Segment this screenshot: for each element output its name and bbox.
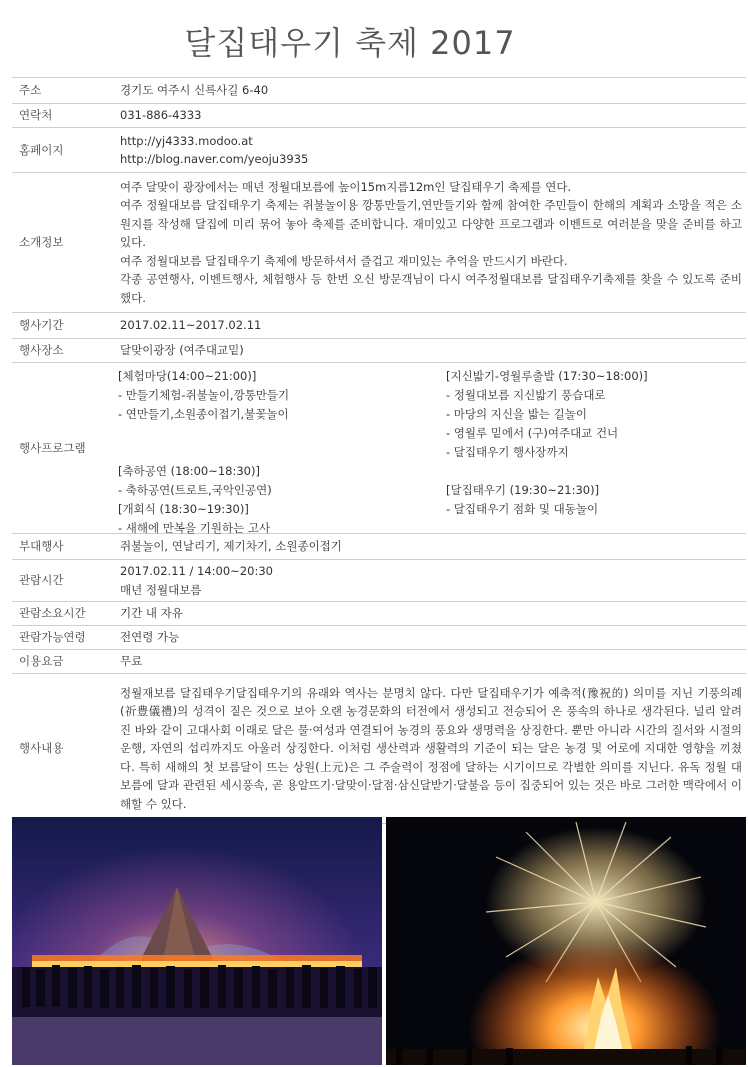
program-right-line-5: - 달집태우기 행사장까지 [446,445,569,459]
row-viewing-time [12,560,746,602]
program-left-line-9: - 새해에 만복을 기원하는 고사 [118,521,271,535]
program-right-line-4: - 영월루 밑에서 (구)여주대교 건너 [446,426,619,440]
intro-paragraph-4: 각종 공연행사, 이벤트행사, 체험행사 등 한번 오신 방문객님이 다시 여주정월대보름 달집태우기축제를 찾을 수 있도록 준비했다. [120,272,742,305]
label-intro: 소개정보 [12,173,112,313]
homepage-link-blog[interactable]: http://blog.naver.com/yeoju3935 [120,152,309,166]
row-program [12,363,746,534]
value-fee: 무료 [112,650,746,674]
viewing-time-line-1: 2017.02.11 / 14:00~20:30 [120,564,273,578]
value-content [112,674,746,824]
program-right-line-7: [달집태우기 (19:30~21:30)] [446,483,600,497]
intro-paragraph-3: 여주 정월대보름 달집태우기 축제에 방문하셔서 즐겁고 재미있는 추억을 만드시기 바란다. [120,253,568,268]
label-content: 행사내용 [12,674,112,824]
row-period [12,313,746,339]
program-columns [112,363,746,533]
program-right-line-8: - 달집태우기 점화 및 대동놀이 [446,502,599,516]
intro-paragraph-1: 여주 달맞이 광장에서는 매년 정월대보름에 높이15m지름12m인 달집태우기 축제를 연다. [120,179,572,194]
photo-fireworks-bonfire [386,817,746,1065]
label-age: 관람가능연령 [12,626,112,650]
row-fee [12,650,746,674]
value-homepage [112,128,746,173]
row-address [12,78,746,104]
photo-daljip-illustration [12,817,382,1065]
row-intro [12,173,746,313]
row-duration [12,602,746,626]
value-program [112,363,746,534]
program-left-line-7: - 축하공연(트로트,국악인공연) [118,483,272,497]
page-title: 달집태우기 축제 2017 [184,24,516,62]
photo-daljip-burning-crowd [12,817,382,1065]
value-venue: 달맞이광장 (여주대교밑) [112,339,746,363]
label-homepage: 홈페이지 [12,128,112,173]
photo-strip [12,817,746,1065]
program-left-line-8: [개회식 (18:30~19:30)] [118,502,249,516]
viewing-time-line-2: 매년 정월대보름 [120,582,202,597]
label-duration: 관람소요시간 [12,602,112,626]
row-contact [12,104,746,128]
label-side-events: 부대행사 [12,534,112,560]
value-contact: 031-886-4333 [112,104,746,128]
value-period: 2017.02.11~2017.02.11 [112,313,746,339]
intro-paragraph-2: 여주 정월대보름 달집태우기 축제는 쥐불놀이용 깡통만들기,연만들기와 함께 참여한 주민들이 한해의 계획과 소망을 적은 소원지를 작성해 달집에 미리 묶어 놓아 축제를 준비합니다. 재미있고 다양한 프로그램과 이벤트로 여러분을 맞을 준비를 하고 있다. [120,198,742,250]
photo-fireworks-illustration [386,817,746,1065]
program-left-line-4 [118,424,438,443]
value-address: 경기도 여주시 신륵사길 6-40 [112,78,746,104]
homepage-link-modoo[interactable]: http://yj4333.modoo.at [120,133,253,148]
value-intro [112,173,746,313]
value-age: 전연령 가능 [112,626,746,650]
label-period: 행사기간 [12,313,112,339]
program-right-line-1: [지신밟기-영월루출발 (17:30~18:00)] [446,369,648,383]
row-age [12,626,746,650]
value-viewing-time [112,560,746,602]
label-contact: 연락처 [12,104,112,128]
program-right-line-2: - 정월대보름 지신밟기 풍습대로 [446,388,606,402]
program-column-left [118,367,438,538]
row-venue [12,339,746,363]
label-venue: 행사장소 [12,339,112,363]
label-program: 행사프로그램 [12,363,112,534]
program-left-line-2: - 만들기체험-쥐불놀이,깡통만들기 [118,388,290,402]
value-side-events: 쥐불놀이, 연날리기, 제기차기, 소원종이접기 [112,534,746,560]
row-content [12,674,746,824]
program-left-line-5 [118,443,438,462]
label-viewing-time: 관람시간 [12,560,112,602]
program-column-right [446,367,726,519]
festival-info-table [12,77,746,824]
program-right-line-3: - 마당의 지신을 밟는 길놀이 [446,407,587,421]
program-left-line-3: - 연만들기,소원종이접기,불꽃놀이 [118,407,289,421]
program-left-line-6: [축하공연 (18:00~18:30)] [118,464,260,478]
label-fee: 이용요금 [12,650,112,674]
value-duration: 기간 내 자유 [112,602,746,626]
label-address: 주소 [12,78,112,104]
content-paragraph: 정월재보름 달집태우기달집태우기의 유래와 역사는 분명치 않다. 다만 달집태우기가 예축적(豫祝的) 의미를 지닌 기풍의례(祈豊儀禮)의 성격이 짙은 것으로 보아 오랜 농경문화의 터전에서 생성되고 전승되어 온 풍속의 하나로 생각된다. 널리 알려진 바와 같이 고대사회 이래로 달은 물·여성과 연결되어 농경의 풍요와 생명력을 상징한다. 뿐만 아니라 시간의 질서와 시절의 운행, 자연의 섭리까지도 아울러 상징한다. 이처럼 생산력과 생활력의 기준이 되는 달은 농경 및 어로에 지대한 영향을 끼쳤다. 특히 새해의 첫 보름달이 뜨는 상원(上元)은 그 주술력이 정점에 달하는 시기이므로 각별한 의미를 지닌다. 유독 정월 대보름에 달과 관련된 세시풍속, 곧 용알뜨기·달맞이·달점·삼신달받기·달불음 등이 집중되어 있는 것은 바로 그러한 맥락에서 이해할 수 있다. [120,685,742,811]
row-homepage [12,128,746,173]
program-right-line-6 [446,462,726,481]
program-left-line-1: [체험마당(14:00~21:00)] [118,369,257,383]
